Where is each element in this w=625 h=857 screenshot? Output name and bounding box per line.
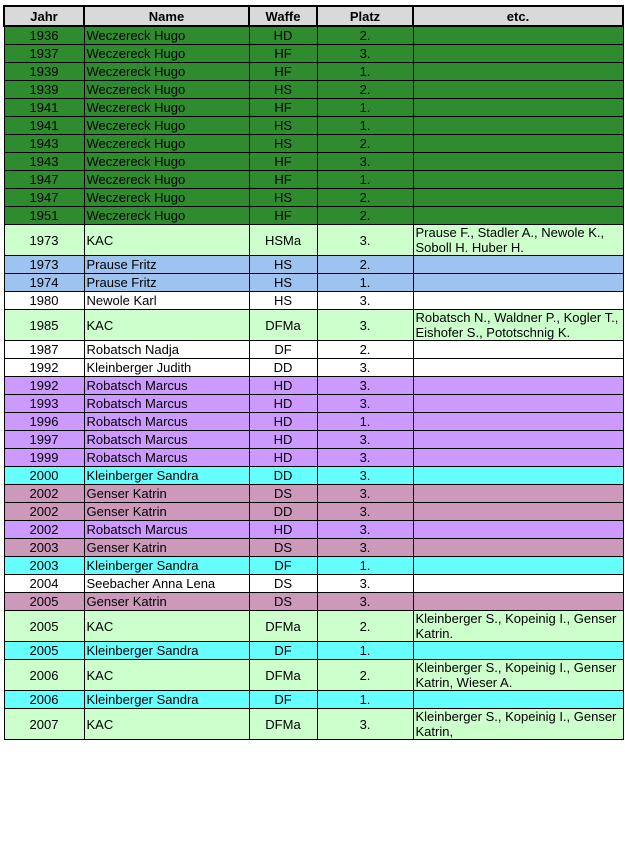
- cell-year: 1973: [4, 225, 84, 256]
- cell-etc: [413, 593, 623, 611]
- cell-etc: [413, 413, 623, 431]
- cell-year: 1941: [4, 99, 84, 117]
- cell-etc: [413, 431, 623, 449]
- table-row: [4, 413, 623, 431]
- cell-name: Weczereck Hugo: [84, 189, 249, 207]
- cell-etc: [413, 256, 623, 274]
- cell-weapon: HS: [249, 81, 317, 99]
- cell-etc: [413, 691, 623, 709]
- cell-etc: [413, 274, 623, 292]
- cell-name: Weczereck Hugo: [84, 207, 249, 225]
- table-row: [4, 81, 623, 99]
- table-row: [4, 63, 623, 81]
- table-row: [4, 310, 623, 341]
- cell-etc: [413, 395, 623, 413]
- cell-name: Weczereck Hugo: [84, 171, 249, 189]
- cell-etc: [413, 359, 623, 377]
- cell-year: 1939: [4, 63, 84, 81]
- cell-name: Weczereck Hugo: [84, 45, 249, 63]
- cell-year: 1947: [4, 189, 84, 207]
- cell-place: 3.: [317, 593, 413, 611]
- cell-place: 3.: [317, 225, 413, 256]
- table-row: [4, 709, 623, 740]
- cell-weapon: DS: [249, 593, 317, 611]
- cell-etc: Kleinberger S., Kopeinig I., Genser Katrin.: [413, 611, 623, 642]
- cell-etc: [413, 26, 623, 45]
- cell-name: Weczereck Hugo: [84, 153, 249, 171]
- cell-name: Newole Karl: [84, 292, 249, 310]
- cell-name: Genser Katrin: [84, 485, 249, 503]
- cell-year: 1980: [4, 292, 84, 310]
- header-year: Jahr: [4, 6, 84, 26]
- cell-place: 3.: [317, 449, 413, 467]
- cell-year: 1997: [4, 431, 84, 449]
- cell-name: Robatsch Marcus: [84, 377, 249, 395]
- cell-etc: [413, 135, 623, 153]
- cell-etc: [413, 539, 623, 557]
- cell-place: 3.: [317, 539, 413, 557]
- cell-name: Kleinberger Sandra: [84, 467, 249, 485]
- table-row: [4, 377, 623, 395]
- cell-year: 1996: [4, 413, 84, 431]
- table-row: [4, 449, 623, 467]
- cell-name: Weczereck Hugo: [84, 81, 249, 99]
- table-row: [4, 557, 623, 575]
- table-row: [4, 467, 623, 485]
- cell-place: 1.: [317, 171, 413, 189]
- table-row: [4, 485, 623, 503]
- table-row: [4, 171, 623, 189]
- cell-weapon: HD: [249, 431, 317, 449]
- table-row: [4, 135, 623, 153]
- cell-year: 2005: [4, 611, 84, 642]
- cell-place: 2.: [317, 256, 413, 274]
- table-row: [4, 593, 623, 611]
- cell-name: Kleinberger Judith: [84, 359, 249, 377]
- cell-name: KAC: [84, 611, 249, 642]
- cell-year: 2007: [4, 709, 84, 740]
- cell-place: 1.: [317, 642, 413, 660]
- cell-etc: [413, 45, 623, 63]
- cell-weapon: HF: [249, 171, 317, 189]
- table-row: [4, 274, 623, 292]
- header-row: [4, 6, 623, 26]
- cell-year: 1939: [4, 81, 84, 99]
- cell-place: 3.: [317, 503, 413, 521]
- cell-name: Genser Katrin: [84, 593, 249, 611]
- cell-name: Genser Katrin: [84, 539, 249, 557]
- cell-etc: [413, 153, 623, 171]
- table-row: [4, 575, 623, 593]
- cell-name: Kleinberger Sandra: [84, 691, 249, 709]
- cell-name: Weczereck Hugo: [84, 63, 249, 81]
- table-row: [4, 207, 623, 225]
- cell-year: 1987: [4, 341, 84, 359]
- cell-place: 2.: [317, 189, 413, 207]
- cell-name: Prause Fritz: [84, 256, 249, 274]
- cell-etc: [413, 521, 623, 539]
- cell-place: 3.: [317, 359, 413, 377]
- cell-name: Kleinberger Sandra: [84, 642, 249, 660]
- cell-place: 1.: [317, 99, 413, 117]
- cell-place: 2.: [317, 660, 413, 691]
- cell-place: 3.: [317, 575, 413, 593]
- cell-place: 3.: [317, 431, 413, 449]
- cell-name: Robatsch Marcus: [84, 431, 249, 449]
- table-row: [4, 395, 623, 413]
- cell-weapon: HD: [249, 395, 317, 413]
- cell-name: KAC: [84, 310, 249, 341]
- cell-place: 1.: [317, 117, 413, 135]
- cell-year: 2006: [4, 660, 84, 691]
- cell-name: KAC: [84, 709, 249, 740]
- cell-name: Robatsch Nadja: [84, 341, 249, 359]
- cell-place: 3.: [317, 395, 413, 413]
- cell-place: 3.: [317, 310, 413, 341]
- cell-weapon: DF: [249, 341, 317, 359]
- cell-year: 1947: [4, 171, 84, 189]
- cell-weapon: DFMa: [249, 709, 317, 740]
- cell-etc: [413, 117, 623, 135]
- cell-etc: [413, 341, 623, 359]
- cell-weapon: HS: [249, 256, 317, 274]
- cell-weapon: DD: [249, 503, 317, 521]
- cell-etc: [413, 292, 623, 310]
- cell-weapon: HF: [249, 153, 317, 171]
- cell-name: Kleinberger Sandra: [84, 557, 249, 575]
- cell-weapon: DS: [249, 539, 317, 557]
- cell-etc: Robatsch N., Waldner P., Kogler T., Eishofer S., Pototschnig K.: [413, 310, 623, 341]
- cell-year: 1992: [4, 359, 84, 377]
- cell-place: 1.: [317, 413, 413, 431]
- table-row: [4, 117, 623, 135]
- cell-name: Weczereck Hugo: [84, 117, 249, 135]
- table-row: [4, 153, 623, 171]
- cell-weapon: HS: [249, 274, 317, 292]
- header-weapon: Waffe: [249, 6, 317, 26]
- table-row: [4, 292, 623, 310]
- cell-year: 2002: [4, 503, 84, 521]
- table-body: [4, 26, 623, 740]
- cell-year: 1951: [4, 207, 84, 225]
- cell-etc: [413, 207, 623, 225]
- table-header: [4, 6, 623, 26]
- cell-place: 2.: [317, 81, 413, 99]
- cell-year: 2000: [4, 467, 84, 485]
- cell-year: 2003: [4, 539, 84, 557]
- cell-place: 3.: [317, 709, 413, 740]
- cell-etc: [413, 642, 623, 660]
- cell-year: 1973: [4, 256, 84, 274]
- cell-etc: [413, 503, 623, 521]
- cell-name: Robatsch Marcus: [84, 521, 249, 539]
- header-place: Platz: [317, 6, 413, 26]
- cell-year: 2002: [4, 485, 84, 503]
- cell-year: 1943: [4, 153, 84, 171]
- cell-year: 1974: [4, 274, 84, 292]
- table-row: [4, 256, 623, 274]
- cell-place: 3.: [317, 485, 413, 503]
- cell-year: 1937: [4, 45, 84, 63]
- table-row: [4, 26, 623, 45]
- cell-year: 1943: [4, 135, 84, 153]
- cell-place: 3.: [317, 45, 413, 63]
- cell-etc: [413, 557, 623, 575]
- cell-weapon: HF: [249, 63, 317, 81]
- cell-name: KAC: [84, 225, 249, 256]
- cell-etc: [413, 485, 623, 503]
- cell-place: 1.: [317, 691, 413, 709]
- header-name: Name: [84, 6, 249, 26]
- table-row: [4, 642, 623, 660]
- table-row: [4, 521, 623, 539]
- cell-weapon: HD: [249, 26, 317, 45]
- cell-weapon: HD: [249, 413, 317, 431]
- table-row: [4, 660, 623, 691]
- cell-place: 3.: [317, 377, 413, 395]
- cell-weapon: HS: [249, 189, 317, 207]
- cell-name: Robatsch Marcus: [84, 449, 249, 467]
- table-row: [4, 611, 623, 642]
- cell-weapon: HD: [249, 449, 317, 467]
- cell-place: 3.: [317, 292, 413, 310]
- cell-name: Weczereck Hugo: [84, 99, 249, 117]
- cell-name: Weczereck Hugo: [84, 135, 249, 153]
- cell-etc: [413, 63, 623, 81]
- cell-weapon: HF: [249, 99, 317, 117]
- cell-year: 2005: [4, 642, 84, 660]
- cell-name: KAC: [84, 660, 249, 691]
- cell-weapon: DFMa: [249, 660, 317, 691]
- cell-weapon: DF: [249, 557, 317, 575]
- cell-year: 1999: [4, 449, 84, 467]
- table-row: [4, 189, 623, 207]
- cell-place: 3.: [317, 467, 413, 485]
- cell-year: 1992: [4, 377, 84, 395]
- cell-weapon: HS: [249, 117, 317, 135]
- cell-etc: Kleinberger S., Kopeinig I., Genser Katrin, Wieser A.: [413, 660, 623, 691]
- cell-place: 2.: [317, 207, 413, 225]
- table-row: [4, 539, 623, 557]
- table-row: [4, 691, 623, 709]
- cell-weapon: DD: [249, 359, 317, 377]
- cell-name: Genser Katrin: [84, 503, 249, 521]
- cell-year: 2002: [4, 521, 84, 539]
- cell-weapon: HS: [249, 135, 317, 153]
- cell-place: 3.: [317, 153, 413, 171]
- cell-weapon: HS: [249, 292, 317, 310]
- cell-year: 2003: [4, 557, 84, 575]
- cell-weapon: DD: [249, 467, 317, 485]
- cell-weapon: DFMa: [249, 310, 317, 341]
- cell-etc: [413, 171, 623, 189]
- cell-year: 2004: [4, 575, 84, 593]
- cell-weapon: HD: [249, 377, 317, 395]
- table-row: [4, 45, 623, 63]
- cell-etc: Prause F., Stadler A., Newole K., Soboll H. Huber H.: [413, 225, 623, 256]
- cell-place: 1.: [317, 63, 413, 81]
- cell-weapon: HF: [249, 207, 317, 225]
- cell-place: 2.: [317, 341, 413, 359]
- table-row: [4, 503, 623, 521]
- table-row: [4, 99, 623, 117]
- cell-place: 2.: [317, 611, 413, 642]
- table-row: [4, 225, 623, 256]
- cell-etc: [413, 99, 623, 117]
- cell-weapon: HD: [249, 521, 317, 539]
- cell-etc: [413, 377, 623, 395]
- cell-place: 3.: [317, 521, 413, 539]
- cell-etc: [413, 189, 623, 207]
- cell-year: 1941: [4, 117, 84, 135]
- cell-etc: [413, 467, 623, 485]
- cell-name: Weczereck Hugo: [84, 26, 249, 45]
- cell-name: Robatsch Marcus: [84, 413, 249, 431]
- cell-place: 2.: [317, 135, 413, 153]
- table-row: [4, 341, 623, 359]
- cell-name: Seebacher Anna Lena: [84, 575, 249, 593]
- cell-weapon: HSMa: [249, 225, 317, 256]
- cell-year: 1993: [4, 395, 84, 413]
- cell-year: 1936: [4, 26, 84, 45]
- cell-weapon: DS: [249, 485, 317, 503]
- cell-place: 2.: [317, 26, 413, 45]
- cell-weapon: DFMa: [249, 611, 317, 642]
- cell-year: 2006: [4, 691, 84, 709]
- header-etc: etc.: [413, 6, 623, 26]
- cell-weapon: DF: [249, 642, 317, 660]
- table-row: [4, 431, 623, 449]
- results-table: [3, 5, 624, 740]
- cell-place: 1.: [317, 557, 413, 575]
- cell-weapon: DS: [249, 575, 317, 593]
- cell-name: Prause Fritz: [84, 274, 249, 292]
- cell-etc: Kleinberger S., Kopeinig I., Genser Katrin,: [413, 709, 623, 740]
- cell-place: 1.: [317, 274, 413, 292]
- table-row: [4, 359, 623, 377]
- cell-name: Robatsch Marcus: [84, 395, 249, 413]
- cell-year: 2005: [4, 593, 84, 611]
- cell-weapon: HF: [249, 45, 317, 63]
- cell-etc: [413, 575, 623, 593]
- cell-weapon: DF: [249, 691, 317, 709]
- cell-etc: [413, 449, 623, 467]
- cell-year: 1985: [4, 310, 84, 341]
- cell-etc: [413, 81, 623, 99]
